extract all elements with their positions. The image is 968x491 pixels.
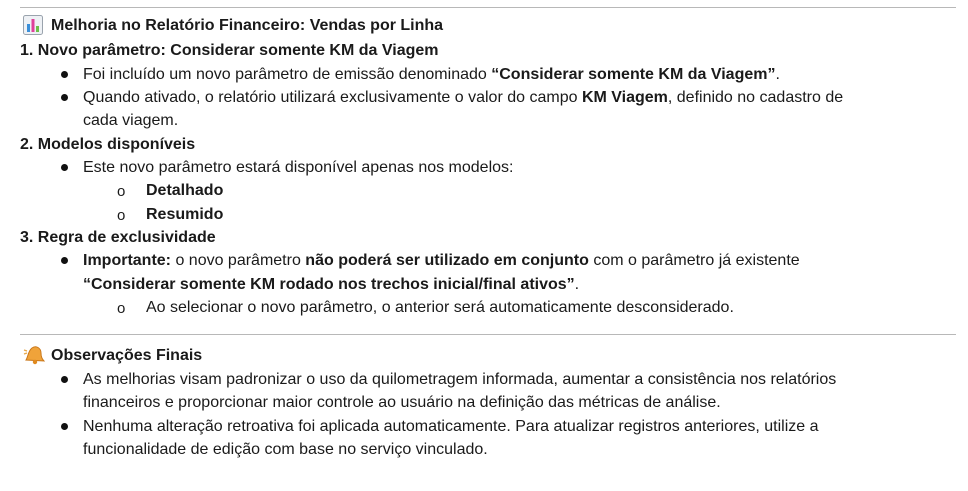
bell-icon [23,345,45,365]
bar-chart-icon [23,15,43,35]
bullet-quando-ativado: Quando ativado, o relatório utilizará exclusivamente o valor do campo KM Viagem, definido no cadastro de [83,89,844,106]
divider-middle [20,334,956,335]
bullet-dot [61,257,68,264]
bullet-dot [61,164,68,171]
bullet-importante-cont: “Considerar somente KM rodado nos trechos inicial/final ativos”. [83,276,580,293]
heading-modelos: 2. Modelos disponíveis [20,136,196,153]
bullet-nenhuma-alteracao-cont: funcionalidade de edição com base no serviço vinculado. [83,441,488,458]
bullet-parametro-emissao: Foi incluído um novo parâmetro de emissão denominado “Considerar somente KM da Viagem”. [83,66,780,83]
divider-top [20,7,956,8]
section-title-melhoria: Melhoria no Relatório Financeiro: Vendas por Linha [51,17,444,34]
sub-bullet-marker: o [117,183,126,200]
section-title-observacoes: Observações Finais [51,347,203,364]
bullet-dot [61,71,68,78]
bullet-quando-ativado-cont: cada viagem. [83,112,179,129]
bullet-dot [61,423,68,430]
sub-bullet-marker: o [117,207,126,224]
bullet-melhorias: As melhorias visam padronizar o uso da quilometragem informada, aumentar a consistência nos relatórios [83,371,837,388]
sub-item-resumido: Resumido [146,206,224,223]
heading-exclusividade: 3. Regra de exclusividade [20,229,216,246]
heading-novo-parametro: 1. Novo parâmetro: Considerar somente KM da Viagem [20,42,439,59]
bullet-melhorias-cont: financeiros e proporcionar maior controle ao usuário na definição das métricas de análise. [83,394,721,411]
bullet-importante: Importante: o novo parâmetro não poderá ser utilizado em conjunto com o parâmetro já existente [83,252,800,269]
sub-item-desconsiderado: Ao selecionar o novo parâmetro, o anterior será automaticamente desconsiderado. [146,299,734,316]
bullet-modelos: Este novo parâmetro estará disponível apenas nos modelos: [83,159,514,176]
sub-item-detalhado: Detalhado [146,182,224,199]
bullet-nenhuma-alteracao: Nenhuma alteração retroativa foi aplicada automaticamente. Para atualizar registros anteriores, utilize a [83,418,819,435]
sub-bullet-marker: o [117,300,126,317]
bullet-dot [61,376,68,383]
bullet-dot [61,94,68,101]
